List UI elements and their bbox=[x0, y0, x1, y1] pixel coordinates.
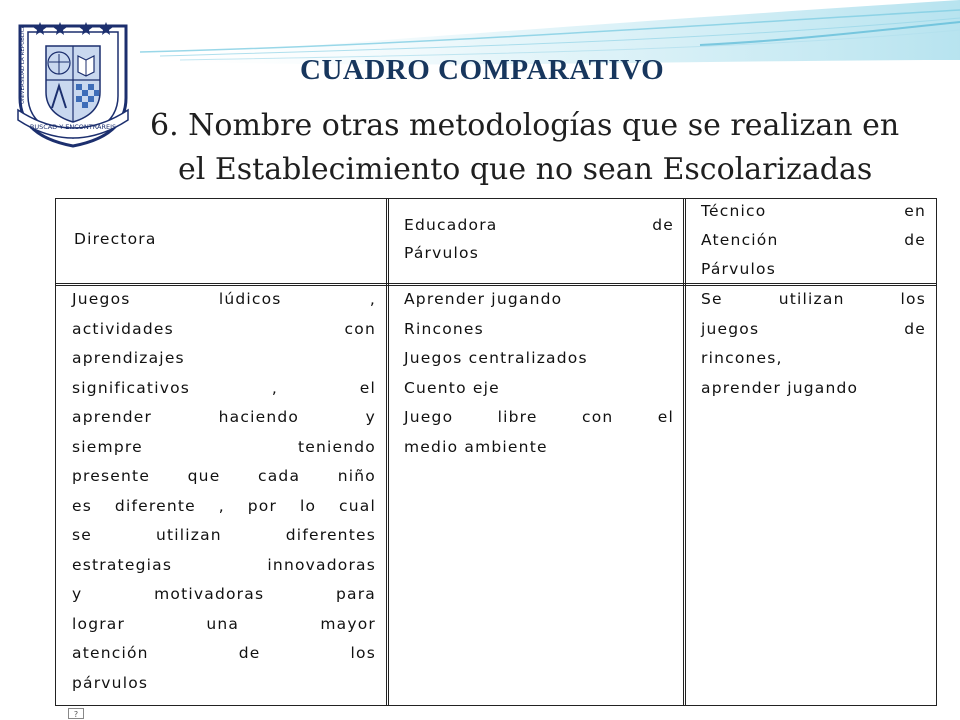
col1-line: atención de los bbox=[72, 644, 376, 662]
header-tecnico-line-2: Atención de bbox=[701, 231, 926, 249]
cell-educadora bbox=[404, 285, 674, 462]
header-educadora-line-1: Educadora de bbox=[404, 216, 674, 234]
col2-line: Juego libre con el bbox=[404, 408, 674, 426]
question-text bbox=[150, 104, 950, 192]
header-tecnico-line-1: Técnico en bbox=[701, 202, 926, 220]
cell-directora bbox=[72, 285, 376, 698]
col1-line: aprendizajes bbox=[72, 349, 185, 367]
col1-line: estrategias innovadoras bbox=[72, 555, 376, 574]
broken-image-icon: ? bbox=[68, 708, 84, 719]
col2-line: Aprender jugando bbox=[404, 290, 563, 308]
col3-line: Se utilizan los bbox=[701, 290, 926, 308]
col1-line: aprender haciendo y bbox=[72, 408, 376, 426]
column-divider-2 bbox=[683, 199, 686, 705]
col1-line: siempre teniendo bbox=[72, 437, 376, 456]
column-divider-1 bbox=[386, 199, 389, 705]
col1-line: presente que cada niño bbox=[72, 467, 376, 485]
comparison-table bbox=[55, 198, 937, 706]
col1-line: es diferente , por lo cual bbox=[72, 496, 376, 515]
col1-line: y motivadoras para bbox=[72, 585, 376, 603]
col3-line: aprender jugando bbox=[701, 378, 859, 397]
col2-line: Juegos centralizados bbox=[404, 349, 588, 367]
slide-heading: CUADRO COMPARATIVO bbox=[300, 54, 665, 86]
col1-line: lograr una mayor bbox=[72, 614, 376, 633]
col2-line: Rincones bbox=[404, 319, 484, 338]
cell-tecnico bbox=[701, 285, 926, 403]
col2-line: medio ambiente bbox=[404, 437, 548, 456]
col1-line: párvulos bbox=[72, 673, 149, 692]
header-tecnico-line-3: Párvulos bbox=[701, 260, 776, 278]
col2-line: Cuento eje bbox=[404, 378, 500, 397]
header-directora bbox=[74, 225, 374, 253]
col1-line: actividades con bbox=[72, 319, 376, 338]
header-tecnico bbox=[701, 197, 926, 284]
question-line-2: el Establecimiento que no sean Escolarizadas bbox=[178, 152, 873, 187]
seal-ring-text: UNIVERSIDAD LA REPUBLICA bbox=[20, 24, 26, 104]
header-educadora-line-2: Párvulos bbox=[404, 244, 479, 262]
col3-line: rincones, bbox=[701, 349, 783, 367]
seal-ribbon-text: BUSCAD Y ENCONTRAREIS bbox=[29, 123, 117, 131]
university-seal-logo bbox=[8, 18, 138, 150]
header-directora-line-1: Directora bbox=[74, 230, 157, 248]
col1-line: significativos , el bbox=[72, 378, 376, 397]
header-educadora bbox=[404, 211, 674, 267]
question-line-1: 6. Nombre otras metodologías que se realizan en bbox=[150, 108, 900, 143]
col3-line: juegos de bbox=[701, 319, 926, 338]
col1-line: Juegos lúdicos , bbox=[72, 290, 376, 308]
col1-line: se utilizan diferentes bbox=[72, 526, 376, 544]
